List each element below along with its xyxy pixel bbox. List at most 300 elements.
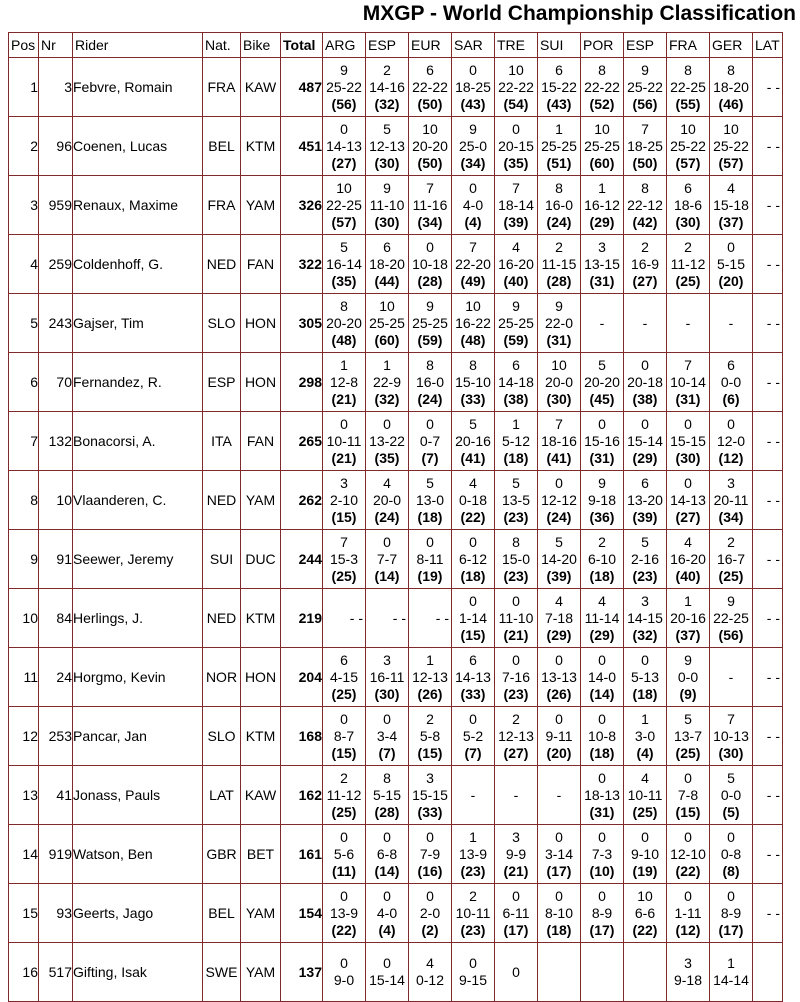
gp-total: (31)	[589, 449, 615, 466]
gp-race-points: 18-20	[713, 78, 749, 95]
gp-total: (18)	[632, 685, 658, 702]
gp-bonus: 0	[555, 710, 563, 727]
gp-result-cell: - -	[753, 825, 783, 884]
gp-race-points: 7-9	[419, 845, 441, 862]
gp-race-points: 16-22	[455, 314, 491, 331]
gp-race-points: 13-9	[458, 845, 488, 862]
gp-bonus: 5	[555, 533, 563, 550]
gp-bonus: 0	[426, 238, 434, 255]
gp-total: (30)	[675, 213, 701, 230]
gp-result-cell	[538, 235, 581, 294]
column-header: SUI	[538, 33, 581, 58]
gp-bonus: 0	[340, 887, 348, 904]
bike-cell: HON	[241, 294, 281, 353]
gp-total: (12)	[718, 449, 744, 466]
gp-race-points: 16-0	[544, 196, 574, 213]
gp-result-cell	[624, 707, 667, 766]
gp-race-points: 10-11	[326, 432, 362, 449]
gp-result-cell	[710, 707, 753, 766]
gp-total: (46)	[718, 95, 744, 112]
number-cell: 243	[39, 294, 73, 353]
gp-race-points: 20-20	[326, 314, 362, 331]
nationality-cell: GBR	[203, 825, 241, 884]
gp-bonus: 5	[340, 238, 348, 255]
gp-total: (32)	[632, 626, 658, 643]
gp-race-points: 25-22	[670, 137, 706, 154]
gp-total: (41)	[460, 449, 486, 466]
gp-bonus: 5	[469, 415, 477, 432]
gp-total: (25)	[675, 272, 701, 289]
column-header: Pos	[9, 33, 39, 58]
gp-result-cell	[581, 58, 624, 117]
gp-result-cell	[452, 117, 495, 176]
gp-bonus: 0	[469, 61, 477, 78]
gp-result-cell	[495, 943, 538, 1002]
gp-result-cell	[495, 825, 538, 884]
gp-result-cell	[538, 648, 581, 707]
gp-race-points: 10-11	[455, 904, 491, 921]
gp-race-points: 13-15	[584, 255, 620, 272]
gp-result-cell	[495, 353, 538, 412]
gp-result-cell	[409, 294, 452, 353]
gp-result-cell	[538, 589, 581, 648]
gp-race-points: 16-11	[369, 668, 405, 685]
gp-bonus: 3	[598, 238, 606, 255]
gp-total: (33)	[460, 390, 486, 407]
gp-bonus: 8	[555, 179, 563, 196]
gp-bonus: 2	[684, 238, 692, 255]
gp-race-points: 20-16	[670, 609, 706, 626]
gp-result-cell	[753, 943, 783, 1002]
rider-name-cell: Seewer, Jeremy	[73, 530, 203, 589]
number-cell: 259	[39, 235, 73, 294]
bike-cell: KTM	[241, 707, 281, 766]
number-cell: 96	[39, 117, 73, 176]
total-points-cell: 154	[281, 884, 323, 943]
gp-result-cell	[452, 235, 495, 294]
gp-race-points: 11-16	[412, 196, 448, 213]
gp-total: (27)	[632, 272, 658, 289]
gp-result-cell	[366, 943, 409, 1002]
gp-race-points: 8-10	[544, 904, 574, 921]
gp-total: (33)	[417, 803, 443, 820]
nationality-cell: SLO	[203, 707, 241, 766]
gp-total: (26)	[417, 685, 443, 702]
gp-bonus: 5	[727, 769, 735, 786]
gp-result-cell	[624, 825, 667, 884]
nationality-cell: NOR	[203, 648, 241, 707]
gp-result-cell	[581, 412, 624, 471]
table-body	[9, 58, 783, 1002]
gp-total: (11)	[331, 862, 357, 879]
gp-bonus: 10	[723, 120, 739, 137]
gp-total: (43)	[546, 95, 572, 112]
gp-total: (48)	[331, 331, 357, 348]
gp-bonus: 5	[641, 533, 649, 550]
gp-result-cell: -	[452, 766, 495, 825]
number-cell: 517	[39, 943, 73, 1002]
position-cell: 15	[9, 884, 39, 943]
gp-bonus: 0	[684, 828, 692, 845]
gp-total: (22)	[331, 921, 357, 938]
gp-total: (57)	[718, 154, 744, 171]
number-cell: 132	[39, 412, 73, 471]
gp-result-cell	[624, 412, 667, 471]
gp-total: (4)	[464, 213, 482, 230]
gp-total: (9)	[679, 685, 697, 702]
gp-result-cell	[409, 825, 452, 884]
gp-result-cell	[495, 294, 538, 353]
gp-total: (50)	[417, 154, 443, 171]
gp-result-cell	[538, 117, 581, 176]
gp-bonus: 10	[637, 887, 653, 904]
gp-result-cell: -	[710, 648, 753, 707]
rider-name-cell: Gajser, Tim	[73, 294, 203, 353]
gp-total: (39)	[503, 213, 529, 230]
gp-race-points: 18-16	[541, 432, 577, 449]
gp-result-cell	[581, 176, 624, 235]
gp-race-points: 6-11	[502, 904, 530, 921]
gp-bonus: 4	[512, 238, 520, 255]
gp-bonus: 0	[383, 710, 391, 727]
gp-bonus: 2	[512, 710, 520, 727]
gp-race-points: 13-9	[329, 904, 359, 921]
gp-race-points: 5-12	[501, 432, 531, 449]
gp-result-cell	[538, 707, 581, 766]
gp-bonus: 2	[340, 769, 348, 786]
gp-total: (14)	[374, 862, 400, 879]
gp-bonus: 7	[426, 179, 434, 196]
gp-bonus: 4	[641, 769, 649, 786]
column-header: ESP	[624, 33, 667, 58]
gp-result-cell	[581, 530, 624, 589]
gp-total: (23)	[503, 685, 529, 702]
gp-race-points: 9-15	[458, 972, 488, 988]
gp-total: (52)	[589, 95, 615, 112]
gp-total: (29)	[589, 626, 615, 643]
gp-total: (25)	[331, 685, 357, 702]
column-header: POR	[581, 33, 624, 58]
gp-result-cell	[323, 766, 366, 825]
gp-bonus: 1	[383, 356, 391, 373]
gp-result-cell	[409, 58, 452, 117]
gp-race-points: 20-20	[412, 137, 448, 154]
gp-total: (21)	[331, 390, 357, 407]
gp-bonus: 6	[684, 179, 692, 196]
gp-result-cell	[538, 353, 581, 412]
gp-result-cell	[624, 648, 667, 707]
gp-race-points: 16-14	[326, 255, 362, 272]
gp-total: (39)	[632, 508, 658, 525]
gp-race-points: 16-20	[670, 550, 706, 567]
gp-bonus: 0	[598, 710, 606, 727]
gp-result-cell	[667, 235, 710, 294]
gp-total: (30)	[546, 390, 572, 407]
gp-total: (24)	[417, 390, 443, 407]
gp-total: (25)	[331, 803, 357, 820]
gp-total: (35)	[374, 449, 400, 466]
gp-bonus: 5	[512, 474, 520, 491]
gp-result-cell	[667, 58, 710, 117]
gp-bonus: 6	[555, 61, 563, 78]
gp-result-cell: - -	[753, 530, 783, 589]
gp-result-cell	[667, 589, 710, 648]
gp-bonus: 1	[555, 120, 563, 137]
gp-race-points: 11-15	[541, 255, 577, 272]
bike-cell: KAW	[241, 766, 281, 825]
gp-total: (27)	[503, 744, 529, 761]
table-row	[9, 530, 783, 589]
position-cell: 14	[9, 825, 39, 884]
gp-result-cell	[581, 943, 624, 1002]
gp-result-cell	[495, 648, 538, 707]
gp-race-points: 8-7	[333, 727, 355, 744]
gp-total: (40)	[503, 272, 529, 289]
gp-result-cell	[624, 471, 667, 530]
gp-total: (28)	[546, 272, 572, 289]
gp-total: (19)	[632, 862, 658, 879]
gp-total: (22)	[632, 921, 658, 938]
gp-race-points: 8-9	[591, 904, 613, 921]
gp-total: (24)	[546, 213, 572, 230]
gp-race-points: 12-0	[716, 432, 746, 449]
table-row	[9, 943, 783, 1002]
number-cell: 919	[39, 825, 73, 884]
gp-bonus: 0	[383, 955, 391, 971]
gp-result-cell	[452, 471, 495, 530]
gp-race-points: 22-25	[670, 78, 706, 95]
gp-bonus: 2	[469, 887, 477, 904]
bike-cell: YAM	[241, 884, 281, 943]
number-cell: 91	[39, 530, 73, 589]
gp-total: (33)	[460, 685, 486, 702]
gp-bonus: 3	[641, 592, 649, 609]
column-header: Total	[281, 33, 323, 58]
gp-total: (39)	[546, 567, 572, 584]
gp-bonus: 6	[469, 651, 477, 668]
gp-race-points: 12-8	[329, 373, 359, 390]
gp-race-points: 22-9	[372, 373, 402, 390]
gp-result-cell: -	[495, 766, 538, 825]
gp-bonus: 8	[340, 297, 348, 314]
gp-bonus: 1	[684, 592, 692, 609]
gp-bonus: 0	[641, 356, 649, 373]
gp-race-points: 25-0	[458, 137, 488, 154]
total-points-cell: 298	[281, 353, 323, 412]
gp-race-points: 22-25	[326, 196, 362, 213]
gp-total: (7)	[464, 744, 482, 761]
total-points-cell: 219	[281, 589, 323, 648]
gp-race-points: 14-16	[369, 78, 405, 95]
gp-result-cell	[624, 353, 667, 412]
position-cell: 8	[9, 471, 39, 530]
gp-race-points: 3-4	[376, 727, 398, 744]
number-cell: 24	[39, 648, 73, 707]
gp-total: (38)	[632, 390, 658, 407]
gp-result-cell	[366, 648, 409, 707]
gp-bonus: 0	[555, 474, 563, 491]
gp-total: (10)	[589, 862, 615, 879]
number-cell: 10	[39, 471, 73, 530]
gp-race-points: 25-22	[627, 78, 663, 95]
position-cell: 16	[9, 943, 39, 1002]
gp-result-cell: - -	[753, 353, 783, 412]
gp-bonus: 0	[727, 887, 735, 904]
gp-bonus: 0	[340, 955, 348, 971]
gp-result-cell	[624, 530, 667, 589]
gp-race-points: 14-14	[713, 972, 749, 988]
bike-cell: KAW	[241, 58, 281, 117]
gp-race-points: 22-22	[498, 78, 534, 95]
column-header: TRE	[495, 33, 538, 58]
gp-total: (45)	[589, 390, 615, 407]
gp-bonus: 10	[379, 297, 395, 314]
gp-race-points: 11-12	[326, 786, 362, 803]
gp-bonus: 0	[469, 955, 477, 971]
gp-race-points: 0-0	[720, 373, 742, 390]
gp-result-cell	[667, 825, 710, 884]
gp-bonus: 0	[340, 120, 348, 137]
gp-bonus: 0	[555, 651, 563, 668]
gp-result-cell	[366, 884, 409, 943]
bike-cell: YAM	[241, 943, 281, 1002]
gp-race-points: 0-12	[415, 972, 445, 988]
gp-race-points: 25-25	[498, 314, 534, 331]
gp-result-cell: -	[624, 294, 667, 353]
gp-race-points: 18-13	[584, 786, 620, 803]
column-header: Nat.	[203, 33, 241, 58]
gp-total: (35)	[503, 154, 529, 171]
gp-bonus: 0	[727, 415, 735, 432]
gp-bonus: 3	[340, 474, 348, 491]
gp-result-cell	[323, 884, 366, 943]
gp-total: (5)	[722, 803, 740, 820]
table-row	[9, 235, 783, 294]
gp-result-cell	[538, 884, 581, 943]
gp-race-points: 13-22	[369, 432, 405, 449]
gp-total: (57)	[331, 213, 357, 230]
gp-result-cell	[452, 825, 495, 884]
gp-result-cell	[581, 766, 624, 825]
gp-race-points: 7-18	[544, 609, 574, 626]
gp-bonus: 1	[426, 651, 434, 668]
gp-result-cell	[452, 884, 495, 943]
total-points-cell: 305	[281, 294, 323, 353]
gp-bonus: 0	[340, 828, 348, 845]
gp-result-cell	[624, 117, 667, 176]
gp-bonus: 0	[598, 828, 606, 845]
gp-result-cell	[624, 589, 667, 648]
gp-bonus: 0	[555, 828, 563, 845]
gp-result-cell	[452, 648, 495, 707]
gp-race-points: 13-13	[541, 668, 577, 685]
gp-result-cell	[495, 412, 538, 471]
gp-bonus: 2	[598, 533, 606, 550]
gp-result-cell	[409, 235, 452, 294]
gp-result-cell	[581, 235, 624, 294]
gp-result-cell: - -	[753, 766, 783, 825]
gp-race-points: 22-0	[544, 314, 574, 331]
gp-race-points: 9-18	[587, 491, 617, 508]
gp-result-cell	[538, 294, 581, 353]
gp-race-points: 11-10	[498, 609, 534, 626]
gp-result-cell	[710, 530, 753, 589]
gp-race-points: 9-0	[333, 972, 355, 988]
table-row	[9, 707, 783, 766]
nationality-cell: FRA	[203, 58, 241, 117]
gp-result-cell	[409, 766, 452, 825]
gp-race-points: 7-16	[501, 668, 531, 685]
gp-bonus: 9	[469, 120, 477, 137]
gp-race-points: 18-14	[498, 196, 534, 213]
gp-race-points: 10-14	[670, 373, 706, 390]
gp-race-points: 22-12	[627, 196, 663, 213]
total-points-cell: 451	[281, 117, 323, 176]
gp-race-points: 18-25	[627, 137, 663, 154]
gp-result-cell	[452, 943, 495, 1002]
gp-result-cell	[667, 117, 710, 176]
gp-result-cell	[495, 707, 538, 766]
number-cell: 3	[39, 58, 73, 117]
gp-bonus: 0	[684, 474, 692, 491]
nationality-cell: LAT	[203, 766, 241, 825]
gp-bonus: 7	[684, 356, 692, 373]
gp-race-points: 14-13	[455, 668, 491, 685]
gp-total: (7)	[378, 744, 396, 761]
gp-bonus: 4	[727, 179, 735, 196]
gp-race-points: 20-20	[584, 373, 620, 390]
gp-bonus: 0	[598, 651, 606, 668]
total-points-cell: 262	[281, 471, 323, 530]
gp-result-cell	[323, 530, 366, 589]
gp-result-cell	[538, 176, 581, 235]
rider-name-cell: Fernandez, R.	[73, 353, 203, 412]
gp-race-points: 25-25	[412, 314, 448, 331]
gp-race-points: 6-6	[634, 904, 656, 921]
gp-result-cell	[581, 471, 624, 530]
gp-result-cell	[667, 412, 710, 471]
gp-bonus: 7	[469, 238, 477, 255]
gp-result-cell	[710, 884, 753, 943]
gp-result-cell	[323, 412, 366, 471]
gp-bonus: 1	[598, 179, 606, 196]
gp-race-points: 18-25	[455, 78, 491, 95]
gp-result-cell	[495, 530, 538, 589]
gp-total: (34)	[460, 154, 486, 171]
gp-result-cell	[667, 471, 710, 530]
gp-bonus: 7	[641, 120, 649, 137]
gp-bonus: 8	[512, 533, 520, 550]
gp-total: (29)	[589, 213, 615, 230]
table-row	[9, 589, 783, 648]
gp-total: (18)	[589, 744, 615, 761]
gp-race-points: 4-15	[329, 668, 359, 685]
gp-total: (41)	[546, 449, 572, 466]
gp-total: (29)	[632, 449, 658, 466]
gp-result-cell	[323, 294, 366, 353]
number-cell: 41	[39, 766, 73, 825]
gp-total: (21)	[503, 626, 529, 643]
table-header	[9, 33, 783, 58]
gp-result-cell: - -	[753, 884, 783, 943]
gp-result-cell	[323, 707, 366, 766]
total-points-cell: 137	[281, 943, 323, 1002]
gp-bonus: 7	[512, 179, 520, 196]
gp-race-points: 7-7	[376, 550, 398, 567]
gp-race-points: 15-0	[501, 550, 531, 567]
gp-total: (43)	[460, 95, 486, 112]
gp-total: (34)	[718, 508, 744, 525]
